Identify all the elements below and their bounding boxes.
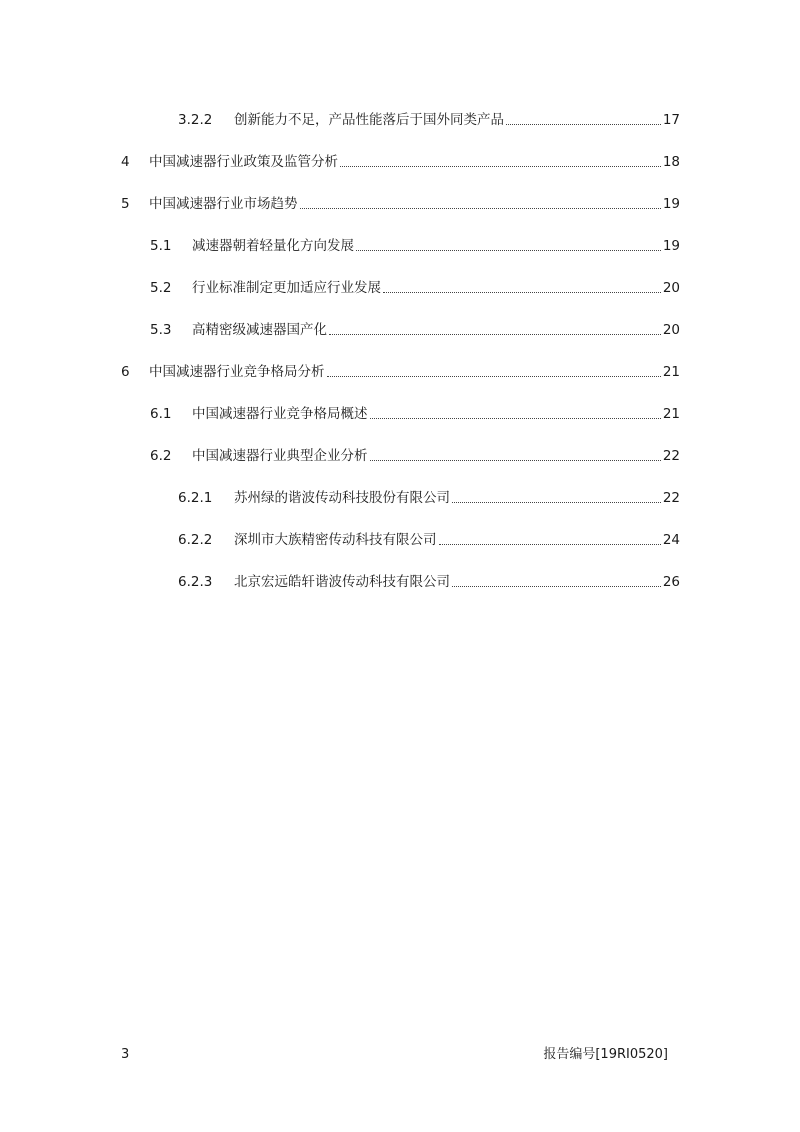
toc-title: 中国减速器行业市场趋势	[149, 196, 298, 212]
toc-page: 21	[662, 364, 680, 380]
toc-number: 6.2.2	[178, 532, 213, 548]
toc-title: 中国减速器行业政策及监管分析	[149, 154, 338, 170]
toc-leader-dots	[383, 291, 661, 293]
toc-entry-6-2[interactable]	[150, 443, 680, 465]
toc-page: 22	[662, 448, 680, 464]
toc-leader-dots	[452, 501, 661, 503]
toc-number: 5.2	[150, 280, 172, 296]
toc-page: 24	[662, 532, 680, 548]
toc-leader-dots	[300, 207, 661, 209]
toc-title: 中国减速器行业竞争格局概述	[192, 406, 368, 422]
footer-report-id: 报告编号[19RI0520]	[543, 1047, 668, 1062]
toc-page: 26	[662, 574, 680, 590]
toc-entry-6-2-2[interactable]	[178, 527, 680, 549]
toc-leader-dots	[340, 165, 661, 167]
toc-number: 3.2.2	[178, 112, 213, 128]
toc-entry-4[interactable]	[121, 149, 680, 171]
toc-entry-5-2[interactable]	[150, 275, 680, 297]
toc-title: 行业标准制定更加适应行业发展	[192, 280, 381, 296]
toc-title: 高精密级减速器国产化	[192, 322, 327, 338]
toc-page: 20	[662, 280, 680, 296]
toc-number: 4	[121, 154, 130, 170]
toc-leader-dots	[439, 543, 661, 545]
toc-entry-6[interactable]	[121, 359, 680, 381]
toc-leader-dots	[329, 333, 661, 335]
toc-leader-dots	[327, 375, 661, 377]
toc-page: 17	[662, 112, 680, 128]
toc-title: 中国减速器行业竞争格局分析	[149, 364, 325, 380]
toc-leader-dots	[356, 249, 661, 251]
toc-number: 6.2.1	[178, 490, 213, 506]
toc-leader-dots	[506, 123, 661, 125]
toc-title: 创新能力不足，产品性能落后于国外同类产品	[234, 112, 504, 128]
toc-page: 21	[662, 406, 680, 422]
toc-page: 19	[662, 196, 680, 212]
footer-page-number: 3	[121, 1047, 130, 1062]
toc-entry-6-1[interactable]	[150, 401, 680, 423]
toc-title: 北京宏远皓轩谐波传动科技有限公司	[234, 574, 450, 590]
toc-number: 6	[121, 364, 130, 380]
toc-number: 6.2	[150, 448, 172, 464]
toc-page: 22	[662, 490, 680, 506]
toc-entry-3-2-2[interactable]	[178, 107, 680, 129]
toc-number: 5	[121, 196, 130, 212]
toc-entry-5[interactable]	[121, 191, 680, 213]
toc-title: 减速器朝着轻量化方向发展	[192, 238, 354, 254]
toc-number: 6.1	[150, 406, 172, 422]
toc-leader-dots	[370, 417, 661, 419]
toc-entry-6-2-1[interactable]	[178, 485, 680, 507]
toc-number: 5.3	[150, 322, 172, 338]
toc-number: 6.2.3	[178, 574, 213, 590]
toc-number: 5.1	[150, 238, 172, 254]
toc-page: 20	[662, 322, 680, 338]
toc-leader-dots	[452, 585, 661, 587]
toc-entry-5-3[interactable]	[150, 317, 680, 339]
toc-title: 中国减速器行业典型企业分析	[192, 448, 368, 464]
toc-entry-6-2-3[interactable]	[178, 569, 680, 591]
toc-title: 苏州绿的谐波传动科技股份有限公司	[234, 490, 450, 506]
toc-page: 18	[662, 154, 680, 170]
toc-page: 19	[662, 238, 680, 254]
toc-leader-dots	[370, 459, 661, 461]
toc-title: 深圳市大族精密传动科技有限公司	[234, 532, 437, 548]
toc-entry-5-1[interactable]	[150, 233, 680, 255]
